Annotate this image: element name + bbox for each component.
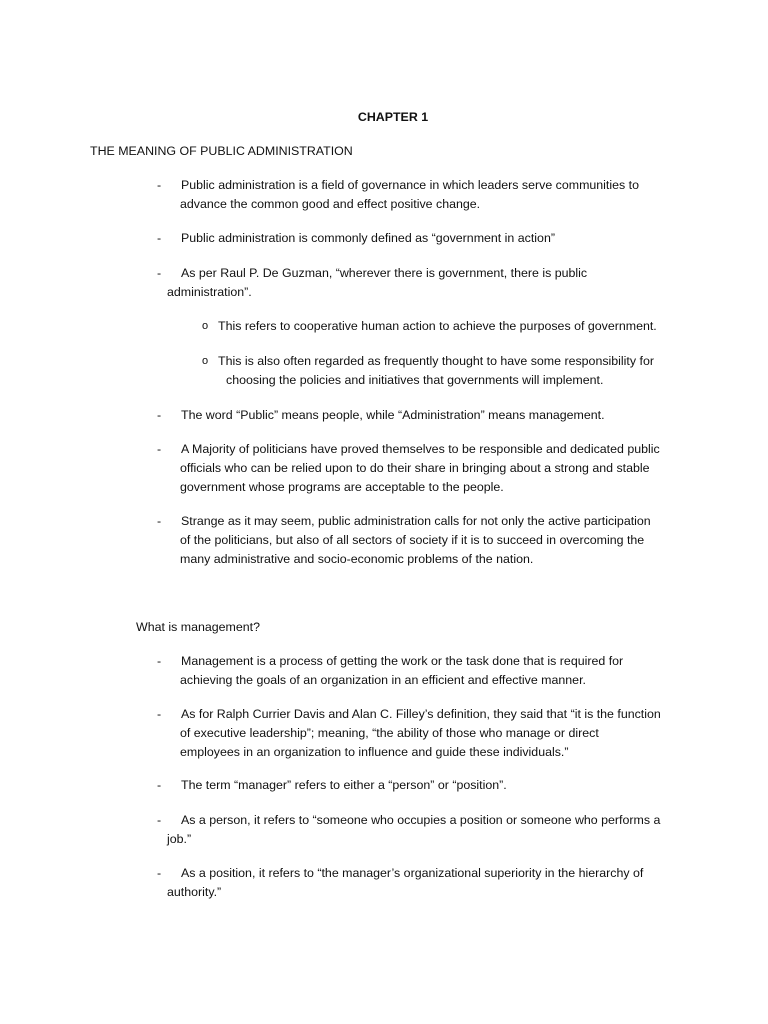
dash-bullet-icon: - <box>157 707 162 721</box>
bullet-item <box>157 776 677 795</box>
dash-bullet-icon: - <box>157 266 162 280</box>
management-heading: What is management? <box>136 620 260 634</box>
bullet-line: of executive leadership”; meaning, “the ability of those who manage or direct <box>180 726 599 740</box>
bullet-line: The word “Public” means people, while “Administration” means management. <box>181 408 605 422</box>
section-heading: THE MEANING OF PUBLIC ADMINISTRATION <box>90 144 353 158</box>
circle-bullet-icon: o <box>202 320 209 332</box>
dash-bullet-icon: - <box>157 442 162 456</box>
bullet-item <box>157 176 677 214</box>
circle-bullet-icon: o <box>202 355 209 367</box>
bullet-line: achieving the goals of an organization in an efficient and effective manner. <box>180 673 586 687</box>
dash-bullet-icon: - <box>157 866 162 880</box>
bullet-line: authority.” <box>167 885 222 899</box>
bullet-item <box>157 811 677 849</box>
bullet-line: Public administration is a field of governance in which leaders serve communities to <box>181 178 639 192</box>
bullet-line: Strange as it may seem, public administration calls for not only the active participation <box>181 514 651 528</box>
bullet-line: advance the common good and effect positive change. <box>180 197 481 211</box>
sub-bullet-line: This refers to cooperative human action to achieve the purposes of government. <box>218 319 657 333</box>
sub-bullet-item <box>202 317 702 336</box>
bullet-line: As a position, it refers to “the manager’s organizational superiority in the hierarchy of <box>181 866 644 880</box>
bullet-item <box>157 406 677 425</box>
bullet-line: many administrative and socio-economic problems of the nation. <box>180 552 534 566</box>
sub-bullet-item <box>202 352 702 390</box>
dash-bullet-icon: - <box>157 813 162 827</box>
sub-bullet-line: choosing the policies and initiatives that governments will implement. <box>226 373 604 387</box>
dash-bullet-icon: - <box>157 514 162 528</box>
bullet-item <box>157 512 677 569</box>
bullet-line: employees in an organization to influence and guide these individuals.” <box>180 745 569 759</box>
dash-bullet-icon: - <box>157 178 162 192</box>
bullet-item <box>157 705 677 762</box>
bullet-item <box>157 652 677 690</box>
bullet-item <box>157 864 677 902</box>
bullet-line: Public administration is commonly defined as “government in action” <box>181 231 555 245</box>
bullet-item <box>157 440 677 497</box>
bullet-line: of the politicians, but also of all sectors of society if it is to succeed in overcoming the <box>180 533 645 547</box>
bullet-line: government whose programs are acceptable to the people. <box>180 480 504 494</box>
dash-bullet-icon: - <box>157 654 162 668</box>
dash-bullet-icon: - <box>157 408 162 422</box>
bullet-line: As for Ralph Currier Davis and Alan C. Filley’s definition, they said that “it is the function <box>181 707 661 721</box>
bullet-line: job.” <box>167 832 192 846</box>
bullet-line: As per Raul P. De Guzman, “wherever there is government, there is public <box>181 266 588 280</box>
dash-bullet-icon: - <box>157 778 162 792</box>
bullet-line: officials who can be relied upon to do their share in bringing about a strong and stable <box>180 461 650 475</box>
bullet-line: The term “manager” refers to either a “person” or “position”. <box>181 778 507 792</box>
bullet-line: Management is a process of getting the work or the task done that is required for <box>181 654 624 668</box>
bullet-line: A Majority of politicians have proved themselves to be responsible and dedicated public <box>181 442 660 456</box>
chapter-title: CHAPTER 1 <box>357 110 429 124</box>
bullet-item <box>157 264 677 302</box>
bullet-line: As a person, it refers to “someone who occupies a position or someone who performs a <box>181 813 661 827</box>
bullet-line: administration”. <box>167 285 252 299</box>
bullet-item <box>157 229 677 248</box>
sub-bullet-line: This is also often regarded as frequently thought to have some responsibility for <box>218 354 654 368</box>
dash-bullet-icon: - <box>157 231 162 245</box>
